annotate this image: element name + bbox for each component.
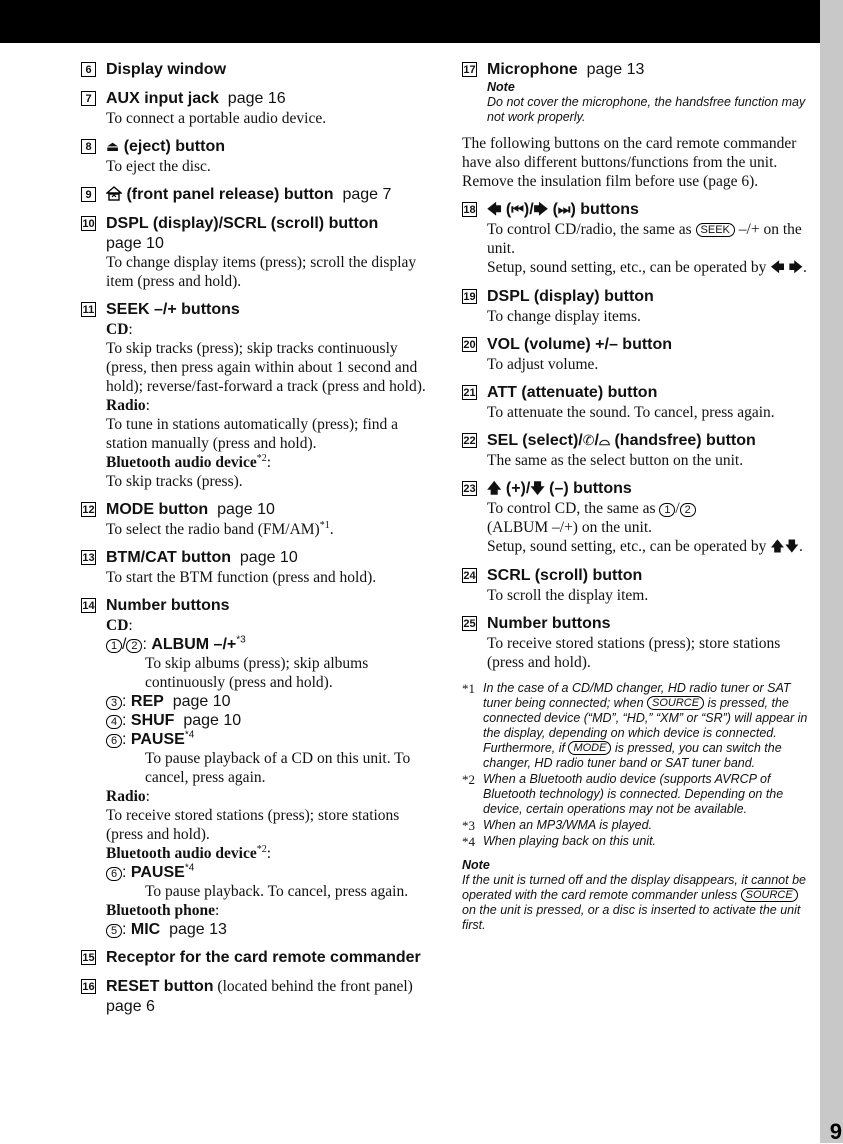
item-7 bbox=[81, 89, 431, 128]
source-key: SOURCE bbox=[741, 888, 798, 902]
item-16 bbox=[81, 977, 431, 1016]
pause-label: PAUSE bbox=[130, 731, 185, 748]
item-21 bbox=[462, 383, 810, 422]
item-title: AUX input jack bbox=[106, 90, 219, 107]
page-number: 9 bbox=[829, 1119, 842, 1144]
item-number: 8 bbox=[81, 139, 96, 154]
item-title: Receptor for the card remote commander bbox=[106, 949, 421, 966]
footnote-mark: *2 bbox=[256, 452, 267, 464]
page-ref: page 10 bbox=[183, 712, 242, 729]
item-number: 24 bbox=[463, 570, 476, 582]
item-title: Display window bbox=[106, 61, 227, 78]
item-desc: To select the radio band (FM/AM) bbox=[106, 521, 320, 538]
page-ref: page 13 bbox=[169, 921, 227, 938]
title-part: SEL (select)/ bbox=[487, 432, 583, 449]
item-desc: To scroll the display item. bbox=[487, 587, 649, 604]
item-title: Microphone bbox=[487, 61, 578, 78]
arrow-left-icon: 🡄 bbox=[770, 260, 785, 276]
note-text: If the unit is turned off and the display disappears, it cannot be operated with the card remote commander unless bbox=[462, 873, 806, 902]
pause-desc: To pause playback of a CD on this unit. To cancel, press again. bbox=[145, 750, 411, 786]
left-column bbox=[81, 60, 431, 1025]
arrow-down-icon: 🡇 bbox=[784, 539, 800, 555]
item-title: SCRL (scroll) button bbox=[487, 567, 643, 584]
item-9 bbox=[81, 185, 431, 205]
item-17 bbox=[462, 60, 810, 125]
item-number: 17 bbox=[463, 64, 476, 76]
footnote-1 bbox=[462, 681, 810, 771]
source-key: SOURCE bbox=[647, 696, 704, 710]
page-ref: page 16 bbox=[227, 90, 286, 107]
footnote-mark: *2 bbox=[256, 843, 267, 855]
item-25 bbox=[462, 614, 810, 672]
key-5: 5 bbox=[106, 924, 122, 938]
arrow-right-icon: 🡆 bbox=[788, 260, 804, 276]
item-title: ATT (attenuate) button bbox=[487, 384, 658, 401]
footnote-mark: *4 bbox=[184, 862, 195, 874]
item-number: 6 bbox=[81, 62, 96, 77]
footnote-text: is pressed, the connected device (“MD”, “HD,” “XM” or “SR”) will appear in the display, depending on which device is connected. Furthermore, if bbox=[483, 696, 808, 755]
item-number: 22 bbox=[463, 435, 476, 447]
item-desc: To receive stored stations (press); store stations (press and hold). bbox=[487, 635, 781, 671]
right-column bbox=[462, 60, 810, 933]
title-part: )/ bbox=[523, 201, 534, 218]
bt-desc: To skip tracks (press). bbox=[106, 473, 243, 490]
shuf-label: SHUF bbox=[130, 712, 175, 729]
item-title: DSPL (display) button bbox=[487, 288, 654, 305]
item-24 bbox=[462, 566, 810, 605]
page-ref: page 10 bbox=[106, 235, 164, 252]
radio-desc: To tune in stations automatically (press); find a station manually (press and hold). bbox=[106, 416, 399, 452]
item-number: 13 bbox=[82, 552, 95, 564]
key-6: 6 bbox=[106, 867, 122, 881]
item-title: Number buttons bbox=[106, 597, 230, 614]
item-desc: To adjust volume. bbox=[487, 356, 599, 373]
item-desc: –/+ on the unit. bbox=[487, 221, 802, 257]
key-4: 4 bbox=[106, 715, 122, 729]
item-6 bbox=[81, 60, 431, 80]
item-number: 12 bbox=[82, 504, 95, 516]
item-number: 9 bbox=[81, 187, 96, 202]
arrow-right-icon: 🡆 bbox=[533, 202, 549, 218]
item-number: 7 bbox=[81, 91, 96, 106]
item-number: 16 bbox=[82, 981, 95, 993]
title-part: (–) buttons bbox=[549, 480, 632, 497]
arrow-left-icon: 🡄 bbox=[487, 202, 502, 218]
item-desc: (ALBUM –/+) on the unit. bbox=[487, 519, 653, 536]
title-part: ( bbox=[552, 201, 558, 218]
item-title: (eject) button bbox=[123, 138, 226, 155]
footnote-mark: *1 bbox=[319, 519, 330, 531]
next-track-icon: ⏭ bbox=[557, 202, 571, 218]
key-2: 2 bbox=[680, 503, 696, 517]
item-19 bbox=[462, 287, 810, 326]
car-icon: ⌓ bbox=[598, 433, 611, 449]
label-cd: CD bbox=[106, 321, 129, 338]
page-ref: page 10 bbox=[239, 549, 298, 566]
item-desc: To start the BTM function (press and hold). bbox=[106, 569, 377, 586]
note-label: Note bbox=[462, 858, 490, 872]
side-tab bbox=[820, 0, 843, 1143]
album-desc: To skip albums (press); skip albums continuously (press and hold). bbox=[145, 655, 369, 691]
footnote-mark: *2 bbox=[462, 772, 475, 787]
page-ref: page 13 bbox=[586, 61, 645, 78]
item-desc: To control CD, the same as bbox=[487, 500, 656, 517]
note-text: Do not cover the microphone, the handsfree function may not work properly. bbox=[487, 95, 806, 124]
item-14: 14 Number buttons CD: 1 / 2 : ALBUM –/+$^{*3}$ To skip albums (press); skip albums continuously (press and hold). 3 : REP page 10 4 : SHUF page 10 6 : PAUSE$^{*4}$ To pause playback of a CD on this unit. To cancel, press again. Radio: To receive stored stations (press); store stations (press and hold). Bluetooth audio device$^{*2}$: 6 : PAUSE$^{*4}$ To pause playback. To cancel, press again. Bluetooth phone: 5 : MIC page 13 bbox=[81, 596, 431, 939]
item-22: 22 SEL (select)/✆/⌓ (handsfree) button The same as the select button on the unit. bbox=[462, 431, 810, 470]
item-20 bbox=[462, 335, 810, 374]
item-desc: To eject the disc. bbox=[106, 158, 211, 175]
front-panel-release-icon bbox=[106, 186, 122, 201]
page-ref: page 10 bbox=[172, 693, 231, 710]
item-18: 18 🡄 (⏮)/🡆 (⏭) buttons To control CD/radio, the same as SEEK –/+ on the unit. Setup, sound setting, etc., can be operated by 🡄 🡆. bbox=[463, 201, 807, 276]
item-desc: Setup, sound setting, etc., can be operated by bbox=[487, 538, 767, 555]
footnote-mark: *1 bbox=[462, 681, 475, 696]
footnote-text: In the case of a CD/MD changer, HD radio tuner or SAT tuner being connected; when bbox=[483, 681, 791, 710]
item-title: SEEK –/+ buttons bbox=[106, 301, 240, 318]
mic-label: MIC bbox=[130, 921, 161, 938]
previous-track-icon: ⏮ bbox=[511, 202, 524, 218]
footnote-text: is pressed, you can switch the changer, HD radio tuner band or SAT tuner band. bbox=[483, 741, 782, 770]
footnote-mark: *4 bbox=[184, 729, 195, 741]
radio-desc: To receive stored stations (press); store stations (press and hold). bbox=[106, 807, 400, 843]
item-number: 25 bbox=[463, 618, 476, 630]
arrow-up-icon: 🡅 bbox=[770, 539, 785, 555]
title-part: (handsfree) button bbox=[614, 432, 756, 449]
item-11: 11 SEEK –/+ buttons CD: To skip tracks (press); skip tracks continuously (press, then press again within about 1 second and hold); reverse/fast-forward a track (press and hold). Radio: To tune in stations automatically (press); find a station manually (press and hold). Bluetooth audio device$^{*2}$: To skip tracks (press). bbox=[81, 300, 431, 491]
item-extra: (located behind the front panel) bbox=[217, 978, 413, 995]
label-cd: CD bbox=[106, 617, 129, 634]
footnote-text: When an MP3/WMA is played. bbox=[483, 818, 653, 832]
note-label: Note bbox=[487, 80, 515, 94]
label-bluetooth-audio: Bluetooth audio device bbox=[106, 845, 257, 862]
title-part: ) buttons bbox=[570, 201, 639, 218]
label-bluetooth-audio: Bluetooth audio device bbox=[106, 454, 257, 471]
item-12: 12 MODE button page 10 To select the radio band $(FM/AM)^{*1}$. bbox=[82, 501, 334, 538]
item-10 bbox=[81, 214, 431, 291]
footnote-2 bbox=[462, 772, 810, 817]
page-ref: page 10 bbox=[217, 501, 275, 518]
cd-desc: To skip tracks (press); skip tracks continuously (press, then press again within about 1 second and hold); reverse/fast-forward a track (press and hold). bbox=[106, 340, 426, 395]
footnote-4 bbox=[462, 834, 810, 849]
note-text: on the unit is pressed, or a disc is inserted to activate the unit first. bbox=[462, 903, 801, 932]
page-ref: page 7 bbox=[342, 186, 392, 203]
key-1: 1 bbox=[659, 503, 675, 517]
item-number: 19 bbox=[463, 291, 476, 303]
item-title: (front panel release) button bbox=[126, 186, 334, 203]
header-bar bbox=[0, 0, 820, 43]
item-title: VOL (volume) +/– button bbox=[487, 336, 673, 353]
item-13 bbox=[81, 548, 431, 587]
key-2: 2 bbox=[126, 639, 142, 653]
mode-key: MODE bbox=[568, 741, 611, 755]
item-number: 21 bbox=[463, 387, 476, 399]
item-number: 14 bbox=[82, 600, 95, 612]
bt-pause-desc: To pause playback. To cancel, press again. bbox=[145, 883, 409, 900]
item-title: DSPL (display)/SCRL (scroll) button bbox=[106, 215, 379, 232]
item-title: MODE button bbox=[106, 501, 209, 518]
item-title: RESET button bbox=[106, 978, 214, 995]
item-title: Number buttons bbox=[487, 615, 611, 632]
item-desc: To change display items. bbox=[487, 308, 641, 325]
item-desc: To change display items (press); scroll the display item (press and hold). bbox=[106, 254, 417, 290]
album-label: ALBUM –/+ bbox=[151, 636, 237, 653]
title-part: ( bbox=[505, 201, 512, 218]
footnote-mark: *4 bbox=[462, 834, 475, 849]
rep-label: REP bbox=[130, 693, 164, 710]
item-desc: The same as the select button on the unit. bbox=[487, 452, 744, 469]
key-6: 6 bbox=[106, 734, 122, 748]
item-number: 23 bbox=[463, 483, 476, 495]
item-number: 20 bbox=[463, 339, 476, 351]
key-1: 1 bbox=[106, 639, 122, 653]
item-8 bbox=[81, 137, 431, 176]
item-15 bbox=[81, 948, 431, 968]
page-ref: page 6 bbox=[106, 998, 155, 1015]
arrow-down-icon: 🡇 bbox=[530, 481, 545, 497]
item-number: 18 bbox=[463, 204, 476, 216]
footnote-mark: *3 bbox=[462, 818, 475, 833]
item-number: 11 bbox=[82, 304, 95, 316]
arrow-up-icon: 🡅 bbox=[487, 481, 502, 497]
item-desc: To control CD/radio, the same as bbox=[487, 221, 692, 238]
label-bluetooth-phone: Bluetooth phone bbox=[106, 902, 215, 919]
item-desc: To attenuate the sound. To cancel, press again. bbox=[487, 404, 775, 421]
key-3: 3 bbox=[106, 696, 122, 710]
label-radio: Radio bbox=[106, 397, 146, 414]
item-desc: To connect a portable audio device. bbox=[106, 110, 327, 127]
title-part: (+)/ bbox=[505, 480, 531, 497]
eject-icon: ⏏ bbox=[106, 139, 120, 155]
bottom-note bbox=[462, 873, 810, 933]
item-title: BTM/CAT button bbox=[106, 549, 231, 566]
phone-icon: ✆ bbox=[582, 433, 595, 449]
label-radio: Radio bbox=[106, 788, 146, 805]
footnote-text: When a Bluetooth audio device (supports AVRCP of Bluetooth technology) is connected. Depending on the device, certain operations may not be available. bbox=[483, 772, 784, 816]
intro-paragraph: The following buttons on the card remote commander have also different buttons/functions from the unit. Remove the insulation film before use (page 6). bbox=[462, 135, 797, 190]
footnote-text: When playing back on this unit. bbox=[483, 834, 657, 848]
item-desc: Setup, sound setting, etc., can be operated by bbox=[487, 259, 767, 276]
item-number: 15 bbox=[82, 952, 95, 964]
footnote-3 bbox=[462, 818, 810, 833]
footnote-mark: *3 bbox=[236, 634, 246, 646]
pause-label: PAUSE bbox=[130, 864, 185, 881]
seek-key: SEEK bbox=[696, 223, 735, 237]
item-number: 10 bbox=[82, 218, 95, 230]
item-23: 23 🡅 (+)/🡇 (–) buttons To control CD, the same as 1 / 2 (ALBUM –/+) on the unit. Setup, sound setting, etc., can be operated by 🡅🡇. bbox=[462, 479, 810, 557]
